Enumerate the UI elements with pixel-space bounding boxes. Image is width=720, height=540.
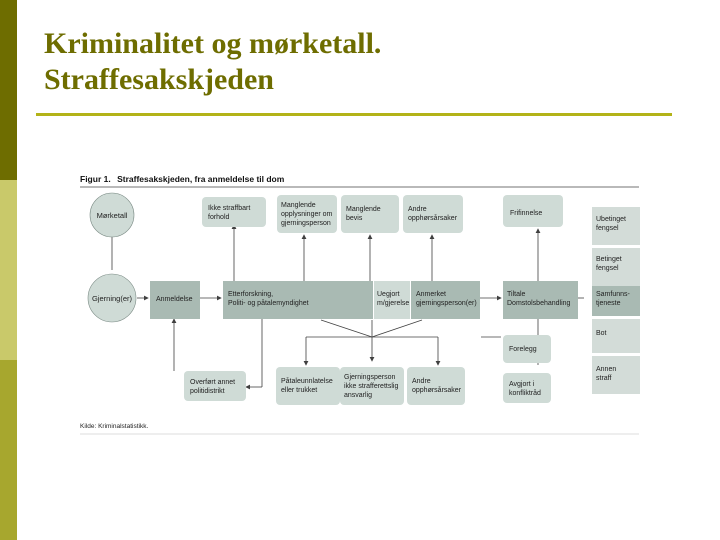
label-andre-bot-1: Andre [412, 378, 431, 385]
label-anmeldelse: Anmeldelse [156, 296, 193, 303]
label-gjp-ikke-1: Gjerningsperson [344, 374, 396, 381]
label-avgjort-1: Avgjort i [509, 381, 535, 388]
label-forelegg: Forelegg [509, 346, 537, 353]
label-patale-1: Påtaleunnlatelse [281, 378, 333, 385]
node-manglende-bevis [341, 195, 399, 233]
node-patale [276, 367, 340, 405]
figure-caption [80, 174, 285, 184]
connector-fan-right [372, 320, 422, 337]
title-underline [36, 113, 672, 116]
label-manglende-bevis-1: Manglende [346, 206, 381, 213]
node-overfort [184, 371, 246, 401]
label-tiltale-1: Tiltale [507, 291, 526, 298]
label-betinget-2: fengsel [596, 265, 619, 272]
criminal-case-chain-figure [76, 165, 641, 437]
figure-caption-label: Figur 1. [80, 174, 111, 184]
node-avgjort [503, 373, 551, 403]
accent-bar-top [0, 0, 17, 180]
label-anmerket-2: gjerningsperson(er) [416, 300, 477, 307]
label-etterforskning-2: Politi- og påtalemyndighet [228, 300, 309, 307]
figure-source: Kilde: Kriminalstatistikk. [80, 423, 149, 430]
label-overfort-2: politidistrikt [190, 388, 225, 395]
label-betinget-1: Betinget [596, 256, 622, 263]
label-annen-2: straff [596, 375, 612, 382]
label-gjp-ikke-3: ansvarlig [344, 392, 373, 399]
label-samfunn-2: tjeneste [596, 300, 621, 307]
label-avgjort-2: konfliktråd [509, 390, 541, 397]
label-manglende-oppl-1: Manglende [281, 202, 316, 209]
accent-bar-bottom [0, 360, 17, 540]
label-gjp-ikke-2: ikke strafferettslig [344, 383, 399, 390]
label-morketall: Mørketall [96, 211, 128, 220]
label-uegjort-1: Uegjort [377, 291, 400, 298]
label-samfunn-1: Samfunns- [596, 291, 630, 298]
label-andre-top-2: opphørsårsaker [408, 215, 458, 222]
slide-title-line1: Kriminalitet og mørketall. [44, 27, 382, 60]
node-andre-opphor-bot [407, 367, 465, 405]
figure-caption-title: Straffesakskjeden, fra anmeldelse til dom [117, 174, 285, 184]
accent-bar-middle [0, 180, 17, 360]
connector-fan-left [321, 320, 372, 337]
label-patale-2: eller trukket [281, 387, 318, 394]
label-manglende-oppl-2: opplysninger om [281, 211, 333, 218]
label-andre-bot-2: opphørsårsaker [412, 387, 462, 394]
label-ubetinget-2: fengsel [596, 225, 619, 232]
label-ikke-straffbart-2: forhold [208, 214, 230, 221]
label-bot: Bot [596, 330, 607, 337]
node-andre-opphor-top [403, 195, 463, 233]
slide-title [44, 26, 381, 98]
slide-title-line2: Straffesakskjeden [44, 63, 274, 96]
node-ikke-straffbart [202, 197, 266, 227]
figure-svg [76, 165, 641, 437]
label-frifinnelse: Frifinnelse [510, 210, 543, 217]
label-annen-1: Annen [596, 366, 617, 373]
label-ubetinget-1: Ubetinget [596, 216, 626, 223]
label-manglende-oppl-3: gjerningsperson [281, 220, 331, 227]
sanction-column [592, 207, 640, 394]
label-ikke-straffbart-1: Ikke straffbart [208, 205, 251, 212]
label-uegjort-2: m/gjerelse [377, 300, 410, 307]
label-etterforskning-1: Etterforskning, [228, 291, 274, 298]
label-overfort-1: Overført annet [190, 379, 236, 386]
label-manglende-bevis-2: bevis [346, 215, 363, 222]
label-anmerket-1: Anmerket [416, 291, 446, 298]
label-andre-top-1: Andre [408, 206, 427, 213]
label-gjerning: Gjerning(er) [91, 294, 133, 303]
label-tiltale-2: Domstolsbehandling [507, 300, 571, 307]
